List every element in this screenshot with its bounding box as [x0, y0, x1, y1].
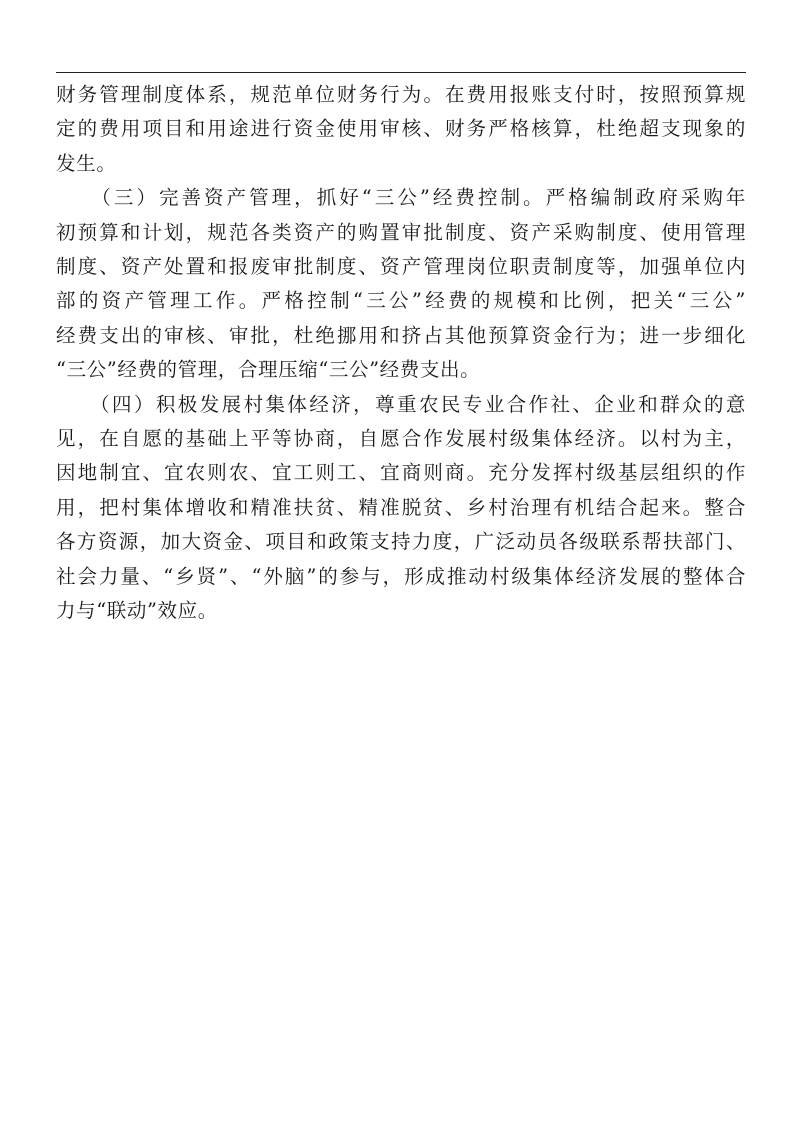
- text-line: （四）积极发展村集体经济，尊重农民专业合作社、企业和群众的意: [56, 392, 746, 416]
- text-line: 用，把村集体增收和精准扶贫、精准脱贫、乡村治理有机结合起来。整合: [56, 495, 746, 519]
- text-line: 初预算和计划，规范各类资产的购置审批制度、资产采购制度、使用管理: [56, 220, 746, 244]
- text-line: 各方资源，加大资金、项目和政策支持力度，广泛动员各级联系帮扶部门、: [56, 530, 746, 554]
- header-rule: [56, 72, 746, 73]
- paragraph-3: [56, 388, 746, 629]
- text-line: 社会力量、“乡贤”、“外脑”的参与，形成推动村级集体经济发展的整体合: [56, 564, 746, 588]
- text-line: 财务管理制度体系，规范单位财务行为。在费用报账支付时，按照预算规: [56, 83, 746, 106]
- text-line: 发生。: [56, 151, 117, 175]
- text-line: 经费支出的审核、审批，杜绝挪用和挤占其他预算资金行为；进一步细化: [56, 323, 746, 347]
- text-line: 定的费用项目和用途进行资金使用审核、财务严格核算，杜绝超支现象的: [56, 117, 746, 141]
- paragraph-2: [56, 181, 746, 387]
- text-line: 制度、资产处置和报废审批制度、资产管理岗位职责制度等，加强单位内: [56, 255, 746, 279]
- text-line: 力与“联动”效应。: [56, 599, 218, 623]
- paragraph-1: [56, 78, 746, 181]
- document-body: [56, 78, 746, 629]
- text-line: 因地制宜、宜农则农、宜工则工、宜商则商。充分发挥村级基层组织的作: [56, 461, 746, 485]
- text-line: 部的资产管理工作。严格控制“三公”经费的规模和比例，把关“三公”: [56, 289, 746, 313]
- text-line: 见，在自愿的基础上平等协商，自愿合作发展村级集体经济。以村为主，: [56, 427, 746, 451]
- text-line: （三）完善资产管理，抓好“三公”经费控制。严格编制政府采购年: [56, 186, 746, 210]
- text-line: “三公”经费的管理，合理压缩“三公”经费支出。: [56, 358, 481, 382]
